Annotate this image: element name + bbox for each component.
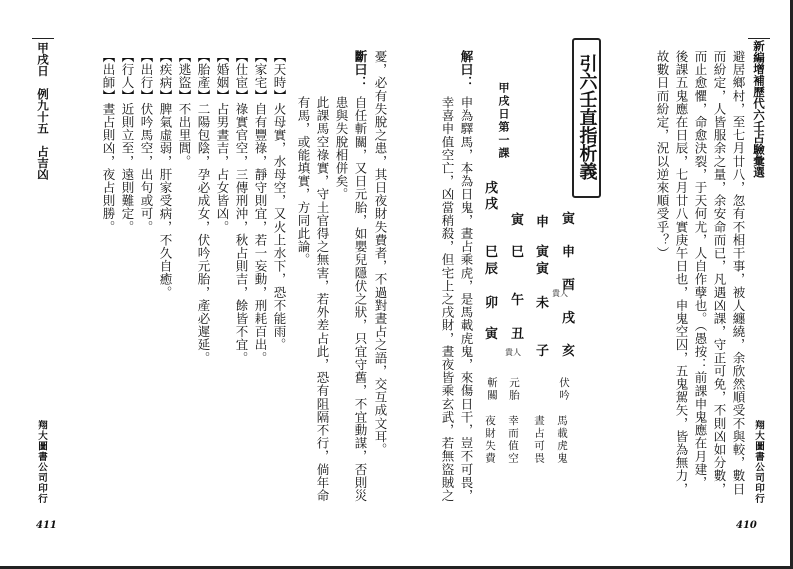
divination-item <box>101 50 116 233</box>
chart-cell: 子 <box>536 344 550 359</box>
divination-item <box>177 50 192 168</box>
chart-cell: 酉 <box>562 278 576 293</box>
right-page-number: 410 <box>736 520 757 531</box>
divination-text: 近則立至，遠則難定。 <box>120 102 135 234</box>
divination-label: 【胎產】 <box>196 50 211 103</box>
right-header: 新編增補歷代六壬占驗彙選 <box>752 40 766 178</box>
section-title: 引六壬直指析義 <box>576 54 598 180</box>
divination-text: 伏吟馬空，出句或可。 <box>139 102 154 234</box>
divination-item <box>234 50 249 364</box>
left-page-number: 411 <box>36 520 57 531</box>
right-header-rule <box>748 38 770 39</box>
text-column: 後課五鬼應在日辰，七月廿八實庚午日也，申鬼空囚，五鬼駕矢，皆為無力， <box>674 50 689 496</box>
chart-cell: 申 <box>562 245 576 260</box>
divination-item <box>215 50 230 233</box>
chart-cell: 寅 <box>536 262 550 277</box>
text-column: 申為驛馬，本為日鬼，晝占乘虎，是馬載虎鬼，來傷日干，豈不可畏， <box>459 96 474 503</box>
divination-label: 【逃盜】 <box>177 50 192 103</box>
lesson-title: 甲戌日第一課 <box>497 82 510 160</box>
divination-text: 晝占則凶，夜占則勝。 <box>101 102 116 234</box>
divination-text: 自有豐祿，靜守則宜，若一妄動，刑耗百出。 <box>253 102 268 365</box>
text-column: 故數日而紛定，況以逆來順受乎？） <box>655 50 670 260</box>
divination-label: 【行人】 <box>120 50 135 103</box>
chart-note: 晝占可畏 <box>533 415 545 465</box>
text-column: 患與失脫相併矣。 <box>334 96 349 201</box>
text-column: 憂，必有失脫之患，其日夜財失費者，不過對晝占之語，交互成文耳。 <box>373 50 388 457</box>
divination-item <box>253 50 268 364</box>
chart-transmission-1: 寅 <box>562 212 576 227</box>
divination-item <box>196 50 211 364</box>
divination-item <box>158 50 173 299</box>
text-column: 此課馬空祿實，守土官得之無害，若外差占此，恐有阻隔不行，倘年命 <box>315 96 330 503</box>
divination-text: 二陽包陰，孕必成女，伏吟元胎，產必遲延。 <box>196 102 211 365</box>
left-header: 甲戌日 例九十五 占吉凶 <box>36 42 50 180</box>
divination-label: 【仕宦】 <box>234 50 249 103</box>
divination-text: 占男晝吉，占女皆凶。 <box>215 102 230 234</box>
chart-cell: 辰 <box>485 262 499 277</box>
divination-text: 脾氣虛弱，肝家受病，不久自癒。 <box>158 102 173 299</box>
pattern-label: 斬關 <box>486 377 498 402</box>
divination-label: 【天時】 <box>272 50 287 103</box>
chart-cell: 戌 <box>562 311 576 326</box>
text-column: 有馬，或能填實，方同此論。 <box>296 96 311 267</box>
divination-text: 不出里閭。 <box>177 102 192 168</box>
chart-transmission-2: 申 <box>536 215 550 230</box>
chart-note: 夜財失費 <box>484 415 496 465</box>
chart-note: 貴人 <box>505 348 521 357</box>
chart-note: 馬載虎鬼 <box>556 415 568 465</box>
chart-cell: 戌 <box>485 181 499 196</box>
text-column: 幸喜申值空亡，凶當稍殺，但宅上之戌財，晝夜皆乘玄武，若無盜賊之 <box>440 96 455 503</box>
text-column: 而紛定，人皆服余之量，余安命而已，凡遇凶課，守正可免，不則凶如分數， <box>712 50 727 496</box>
divination-text: 祿實官空，三傳刑沖，秋占則吉，餘皆不宜。 <box>234 102 249 365</box>
text-column: 避居鄉村，至七月廿八，忽有不相干事，被人纏繞，余欣然順受不與較，數日 <box>731 50 746 496</box>
divination-item <box>120 50 135 233</box>
divination-item <box>139 50 154 233</box>
left-header-rule <box>32 38 54 39</box>
pattern-label: 伏吟 <box>558 377 570 402</box>
chart-cell: 丑 <box>511 327 525 342</box>
divination-label: 【出師】 <box>101 50 116 103</box>
section-title-box <box>572 38 601 198</box>
explanation-label: 解曰： <box>459 50 474 90</box>
left-publisher: 翔大圖書公司印行 <box>36 420 47 504</box>
chart-cell: 巳 <box>511 245 525 260</box>
chart-cell: 午 <box>511 293 525 308</box>
divination-label: 【婚姻】 <box>215 50 230 103</box>
chart-cell: 卯 <box>485 296 499 311</box>
chart-cell: 戌 <box>485 197 499 212</box>
chart-cell: 未 <box>536 296 550 311</box>
chart-note: 貴人 <box>552 289 568 298</box>
right-publisher: 翔大圖書公司印行 <box>753 420 764 504</box>
text-column: 而止愈懼，命愈決裂，于天何尤，人自作孽也。（愚按：前課申鬼應在月建， <box>693 50 708 490</box>
divination-label: 【家宅】 <box>253 50 268 103</box>
divination-label: 【疾病】 <box>158 50 173 103</box>
chart-cell: 巳 <box>485 245 499 260</box>
duan-label: 斷曰： <box>353 50 368 90</box>
divination-item <box>272 50 287 351</box>
divination-text: 火母實，水母空，又火上水下，恐不能雨。 <box>272 102 287 352</box>
divination-label: 【出行】 <box>139 50 154 103</box>
text-column: 自任斬關，又日元胎，如嬰兒隱伏之狀，只宜守舊，不宜動謀，否則災 <box>353 96 368 503</box>
chart-note: 幸而值空 <box>507 415 519 465</box>
chart-cell: 寅 <box>536 245 550 260</box>
pattern-label: 元胎 <box>508 377 520 402</box>
chart-cell: 寅 <box>485 327 499 342</box>
chart-transmission-3: 寅 <box>511 213 525 228</box>
chart-cell: 亥 <box>562 344 576 359</box>
